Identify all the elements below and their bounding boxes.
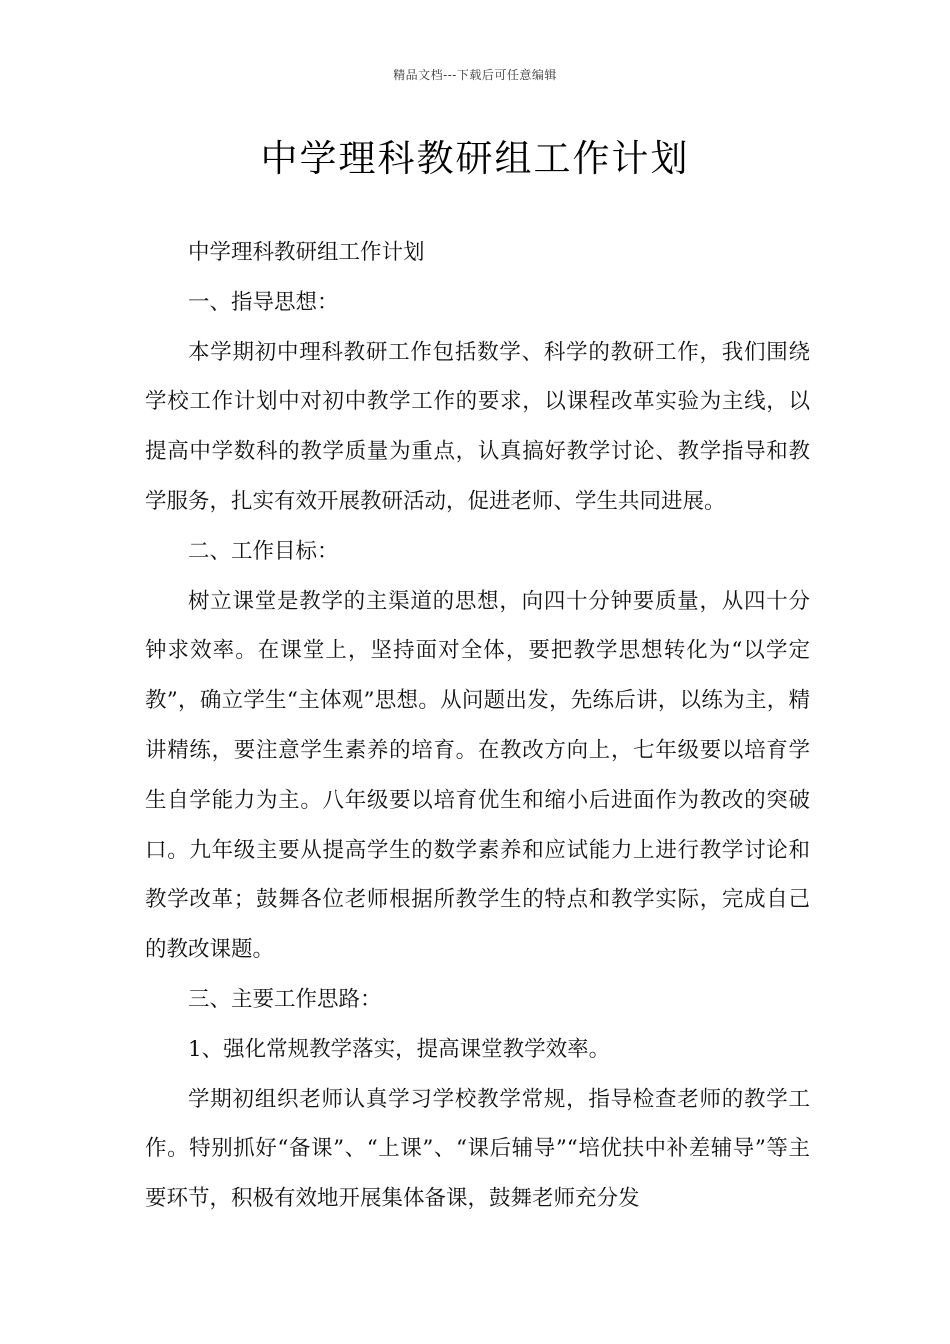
list-item-heading: 1、强化常规教学落实，提高课堂教学效率。 bbox=[188, 1036, 611, 1062]
section-heading-guiding-ideology: 一、指导思想： bbox=[188, 289, 339, 315]
section-heading-work-goals: 二、工作目标： bbox=[188, 538, 339, 564]
body-paragraph: 本学期初中理科教研工作包括数学、科学的教研工作，我们围绕学校工作计划中对初中教学工作的要求，以课程改革实验为主线，以提高中学数科的教学质量为重点，认真搞好教学讨论、教学指导和教学服务，扎实有效开展教研活动，促进老师、学生共同进展。 bbox=[145, 339, 810, 514]
document-title: 中学理科教研组工作计划 bbox=[260, 137, 690, 180]
header-note: 精品文档---下载后可任意编辑 bbox=[393, 68, 557, 82]
body-paragraph: 学期初组织老师认真学习学校教学常规，指导检查老师的教学工作。特别抓好“备课”、“上课”、“课后辅导”“培优扶中补差辅导”等主要环节，积极有效地开展集体备课，鼓舞老师充分发 bbox=[145, 1086, 810, 1212]
section-heading-main-ideas: 三、主要工作思路： bbox=[188, 986, 382, 1012]
document-body bbox=[145, 228, 810, 1224]
body-paragraph: 树立课堂是教学的主渠道的思想，向四十分钟要质量，从四十分钟求效率。在课堂上，坚持面对全体，要把教学思想转化为“以学定教”，确立学生“主体观”思想。从问题出发，先练后讲，以练为主，精讲精练，要注意学生素养的培育。在教改方向上，七年级要以培育学生自学能力为主。八年级要以培育优生和缩小后进面作为教改的突破口。九年级主要从提高学生的数学素养和应试能力上进行教学讨论和教学改革；鼓舞各位老师根据所教学生的特点和教学实际，完成自己的教改课题。 bbox=[145, 588, 810, 963]
subtitle-paragraph: 中学理科教研组工作计划 bbox=[188, 240, 425, 265]
